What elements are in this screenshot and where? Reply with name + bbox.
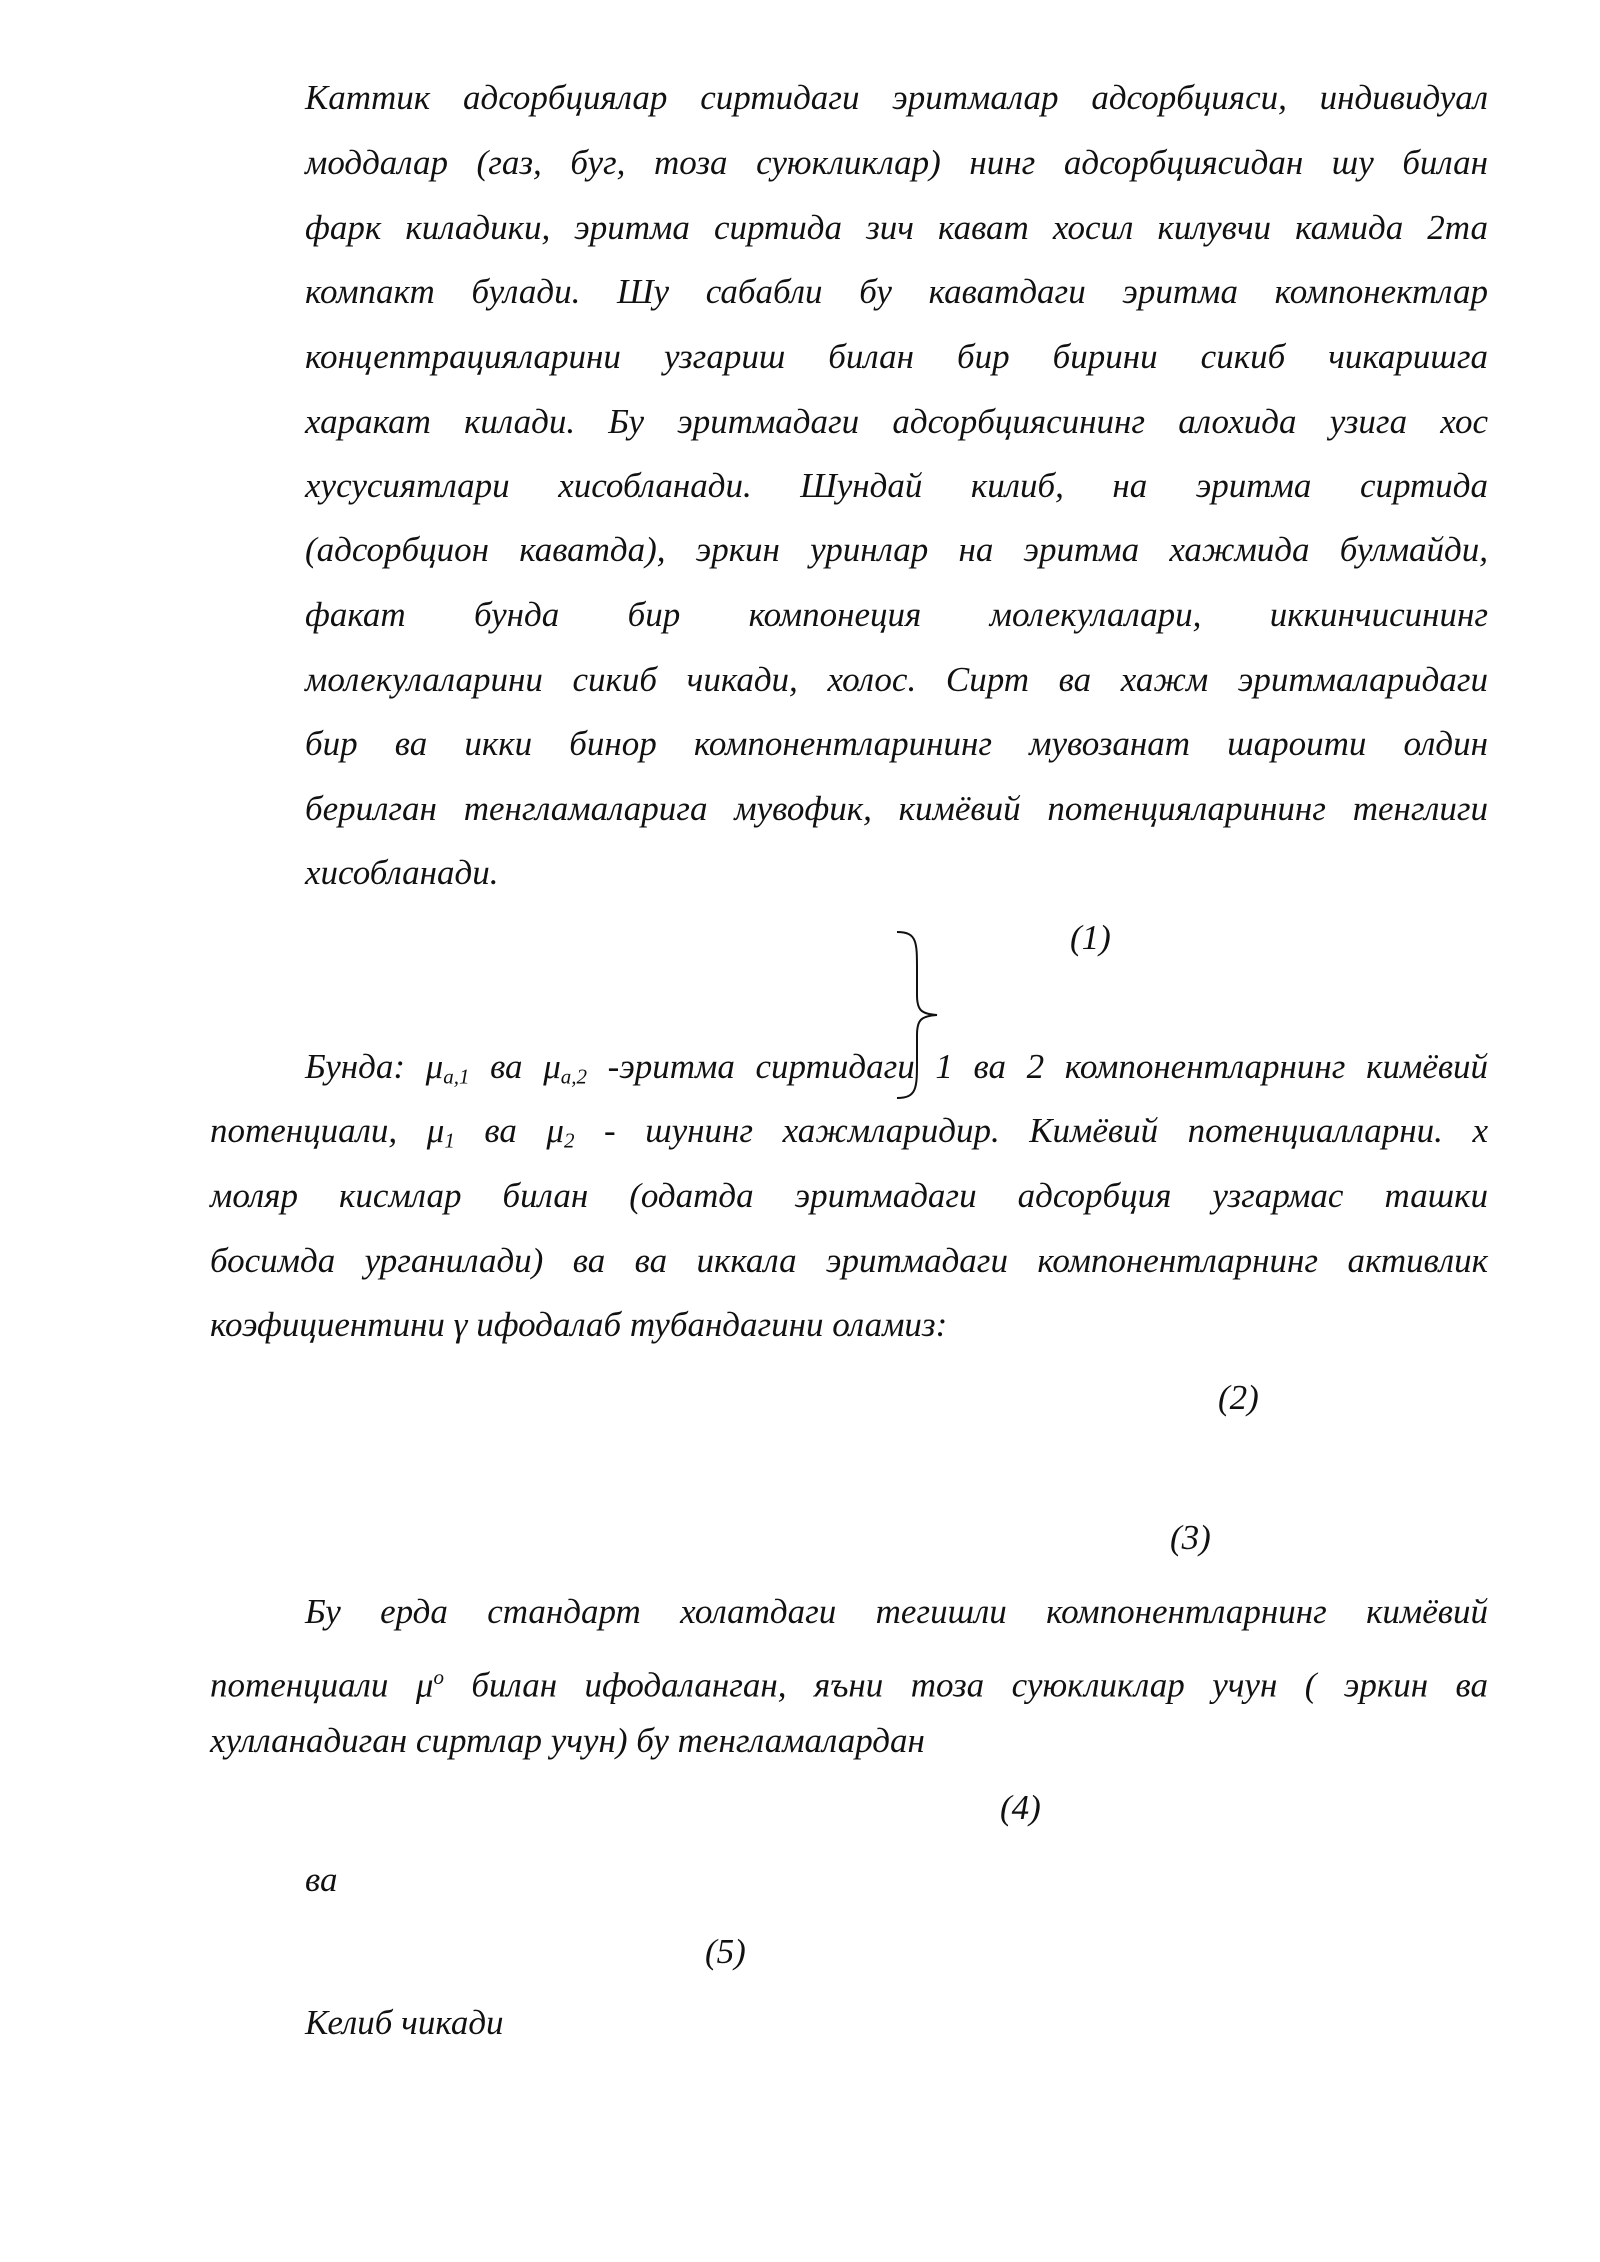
equation-2-number: (2) [1218,1378,1259,1417]
paragraph-1-line: молекулаларини сикиб чикади, холос. Сирт ва хажм эритмаларидаги [305,660,1488,699]
paragraph-1-line: хисобланади. [305,853,499,892]
equation-1-number: (1) [1070,918,1111,957]
closing-text: Келиб чикади [305,2003,504,2042]
paragraph-2-text: - шунинг хажмларидир. Кимёвий потенциалларни. х [574,1111,1488,1150]
paragraph-1-line: берилган тенгламаларига мувофик, кимёвий потенцияларининг тенглиги [305,789,1488,828]
paragraph-3-text: потенциали μ [210,1665,434,1705]
paragraph-2-line: босимда урганилади) ва ва иккала эритмадаги компонентларнинг активлик [210,1241,1488,1280]
paragraph-2-line: моляр кисмлар билан (одатда эритмадаги адсорбция узгармас ташки [210,1176,1488,1215]
paragraph-2-text: ва μ [469,1047,561,1086]
paragraph-1-line: компакт булади. Шу сабабли бу каватдаги эритма компонектлар [305,272,1488,311]
equation-3-number: (3) [1170,1518,1211,1557]
superscript: o [433,1665,444,1689]
paragraph-2-text: потенциали, μ [210,1111,445,1150]
subscript: 2 [563,1128,575,1153]
paragraph-1-line: Каттик адсорбциялар сиртидаги эритмалар адсорбцияси, индивидуал [305,78,1488,117]
paragraph-2-text: -эритма сиртидаги 1 ва 2 компонентларнинг кимёвий [587,1047,1489,1086]
paragraph-3-text: билан ифодаланган, яъни тоза суюкликлар учун ( эркин ва [443,1665,1488,1705]
paragraph-2-line: коэфициентини γ ифодалаб тубандагини оламиз: [210,1305,948,1344]
paragraph-2-text: Бунда: μ [305,1047,444,1086]
paragraph-2-line [210,1109,1488,1162]
paragraph-3-line: Бу ерда стандарт холатдаги тегишли компонентларнинг кимёвий [305,1592,1488,1631]
paragraph-2-line [305,1045,1488,1098]
connector-word: ва [305,1860,338,1899]
equation-4-number: (4) [1000,1788,1041,1827]
paragraph-1-line: фарк киладики, эритма сиртида зич кават хосил килувчи камида 2та [305,208,1488,247]
paragraph-1-line: моддалар (газ, буг, тоза суюкликлар) нинг адсорбциясидан шу билан [305,143,1488,182]
paragraph-3-line: хулланадиган сиртлар учун) бу тенгламалардан [210,1721,925,1760]
paragraph-1-line: харакат килади. Бу эритмадаги адсорбциясининг алохида узига хос [305,402,1488,441]
equation-5-number: (5) [705,1932,746,1971]
subscript: a,1 [443,1064,470,1089]
paragraph-1-line: хусусиятлари хисобланади. Шундай килиб, на эритма сиртида [305,466,1488,505]
paragraph-2-text: ва μ [454,1111,564,1150]
subscript: a,2 [560,1064,588,1089]
paragraph-1-line: концептрацияларини узгариш билан бир бирини сикиб чикаришга [305,337,1488,376]
paragraph-1-line: бир ва икки бинор компонентларининг мувозанат шароити олдин [305,724,1488,763]
subscript: 1 [444,1128,455,1153]
paragraph-1-line: (адсорбцион каватда), эркин уринлар на эритма хажмида булмайди, [305,530,1488,569]
paragraph-1-line: факат бунда бир компонеция молекулалари, иккинчисининг [305,595,1488,634]
paragraph-3-line [210,1655,1488,1708]
